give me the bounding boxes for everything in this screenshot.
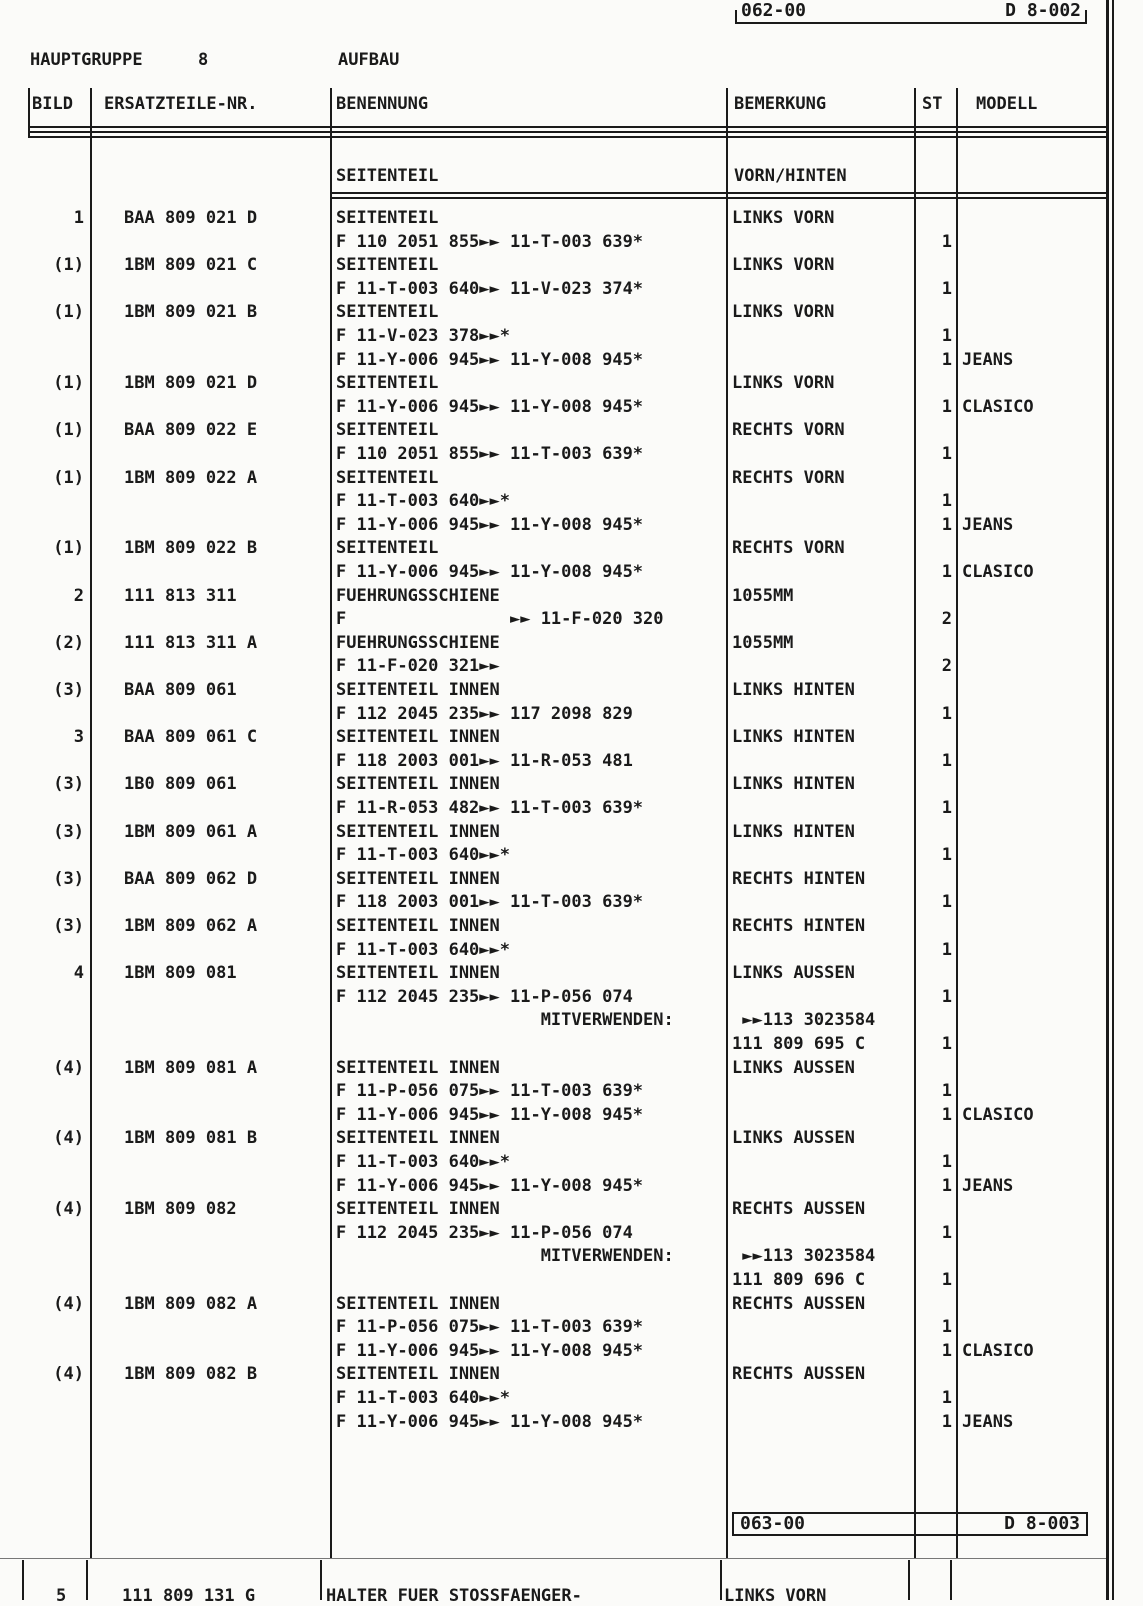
row-remark: ►►113 3023584 — [732, 1010, 876, 1030]
row-bild: 3 — [73, 727, 84, 747]
row-qty: 1 — [941, 515, 952, 535]
row-name: F 11-T-003 640►►* — [336, 491, 510, 511]
row-part-number: 1BM 809 082 — [124, 1199, 237, 1219]
row-bild: (4) — [53, 1058, 84, 1078]
header-qty: ST — [922, 94, 943, 114]
row-bild: 1 — [73, 208, 84, 228]
row-part-number: 1BM 809 081 B — [124, 1128, 258, 1148]
row-remark: RECHTS AUSSEN — [732, 1364, 866, 1384]
row-name: F 110 2051 855►► 11-T-003 639* — [336, 232, 644, 252]
header-remark: BEMERKUNG — [734, 94, 827, 114]
row-qty: 1 — [941, 1412, 952, 1432]
row-model: JEANS — [962, 515, 1014, 535]
row-remark: LINKS VORN — [732, 255, 835, 275]
row-name: F 11-Y-006 945►► 11-Y-008 945* — [336, 1176, 644, 1196]
row-qty: 1 — [941, 1152, 952, 1172]
row-remark: 1055MM — [732, 633, 794, 653]
row-name: SEITENTEIL — [336, 255, 439, 275]
row-qty: 2 — [941, 609, 952, 629]
row-part-number: BAA 809 062 D — [124, 869, 258, 889]
row-remark: LINKS AUSSEN — [732, 1128, 855, 1148]
row-remark: RECHTS HINTEN — [732, 869, 866, 889]
next-name-line1: HALTER FUER STOSSFAENGER- — [326, 1586, 582, 1606]
row-bild: (1) — [53, 373, 84, 393]
page-ref-bottom-right: D 8-003 — [1004, 1513, 1080, 1534]
row-name: F ►► 11-F-020 320 — [336, 609, 664, 629]
row-name: SEITENTEIL — [336, 468, 439, 488]
row-remark: ►►113 3023584 — [732, 1246, 876, 1266]
row-qty: 1 — [941, 987, 952, 1007]
row-qty: 1 — [941, 704, 952, 724]
row-model: CLASICO — [962, 1341, 1034, 1361]
row-model: CLASICO — [962, 1105, 1034, 1125]
row-part-number: 1BM 809 022 A — [124, 468, 258, 488]
row-part-number: 1BM 809 061 A — [124, 822, 258, 842]
row-name: FUEHRUNGSSCHIENE — [336, 586, 500, 606]
row-name: SEITENTEIL INNEN — [336, 1058, 500, 1078]
row-qty: 1 — [941, 562, 952, 582]
row-remark: LINKS HINTEN — [732, 680, 855, 700]
group-label: HAUPTGRUPPE — [30, 50, 143, 70]
row-part-number: 1BM 809 081 — [124, 963, 237, 983]
row-name: F 112 2045 235►► 117 2098 829 — [336, 704, 633, 724]
row-part-number: 1BM 809 021 D — [124, 373, 258, 393]
group-number: 8 — [198, 50, 209, 70]
row-name: MITVERWENDEN: — [336, 1246, 674, 1266]
row-name: SEITENTEIL INNEN — [336, 680, 500, 700]
row-qty: 1 — [941, 940, 952, 960]
row-name: F 11-P-056 075►► 11-T-003 639* — [336, 1317, 644, 1337]
row-name: SEITENTEIL — [336, 373, 439, 393]
row-remark: LINKS VORN — [732, 373, 835, 393]
row-bild: (4) — [53, 1128, 84, 1148]
row-qty: 1 — [941, 1176, 952, 1196]
row-name: F 112 2045 235►► 11-P-056 074 — [336, 1223, 633, 1243]
row-qty: 1 — [941, 350, 952, 370]
section-name: SEITENTEIL — [336, 166, 439, 186]
row-part-number: BAA 809 061 — [124, 680, 237, 700]
page-ref-bottom-left: 063-00 — [740, 1513, 806, 1534]
row-name: F 11-Y-006 945►► 11-Y-008 945* — [336, 1105, 644, 1125]
row-bild: 2 — [73, 586, 84, 606]
row-part-number: BAA 809 061 C — [124, 727, 258, 747]
row-bild: (4) — [53, 1364, 84, 1384]
row-name: F 11-V-023 378►►* — [336, 326, 510, 346]
row-name: SEITENTEIL — [336, 420, 439, 440]
row-qty: 1 — [941, 326, 952, 346]
row-remark: 111 809 696 C — [732, 1270, 866, 1290]
row-qty: 1 — [941, 1223, 952, 1243]
page-ref-right: D 8-002 — [1005, 0, 1081, 21]
row-name: SEITENTEIL — [336, 538, 439, 558]
next-rule-part — [320, 1560, 322, 1600]
row-bild: (4) — [53, 1199, 84, 1219]
row-remark: LINKS HINTEN — [732, 774, 855, 794]
row-remark: RECHTS AUSSEN — [732, 1294, 866, 1314]
row-model: CLASICO — [962, 562, 1034, 582]
row-name: SEITENTEIL INNEN — [336, 774, 500, 794]
row-name: F 118 2003 001►► 11-R-053 481 — [336, 751, 633, 771]
row-part-number: 1BM 809 062 A — [124, 916, 258, 936]
row-part-number: 1B0 809 061 — [124, 774, 237, 794]
row-name: F 11-F-020 321►► — [336, 656, 500, 676]
next-rule-remark — [908, 1560, 910, 1600]
row-model: JEANS — [962, 1176, 1014, 1196]
row-name: F 11-Y-006 945►► 11-Y-008 945* — [336, 350, 644, 370]
row-qty: 1 — [941, 1317, 952, 1337]
row-qty: 1 — [941, 1105, 952, 1125]
row-name: F 112 2045 235►► 11-P-056 074 — [336, 987, 633, 1007]
row-bild: (1) — [53, 420, 84, 440]
next-part: 111 809 131 G — [122, 1586, 256, 1606]
row-remark: 1055MM — [732, 586, 794, 606]
row-name: F 11-T-003 640►►* — [336, 1152, 510, 1172]
row-qty: 1 — [941, 232, 952, 252]
next-rule-left — [22, 1560, 24, 1600]
row-name: FUEHRUNGSSCHIENE — [336, 633, 500, 653]
row-remark: LINKS VORN — [732, 208, 835, 228]
row-remark: RECHTS VORN — [732, 468, 845, 488]
row-qty: 1 — [941, 798, 952, 818]
row-bild: (3) — [53, 869, 84, 889]
row-name: F 11-T-003 640►►* — [336, 940, 510, 960]
header-name: BENENNUNG — [336, 94, 429, 114]
page-reference-bottom — [732, 1512, 1088, 1536]
header-part-no: ERSATZTEILE-NR. — [104, 94, 258, 114]
row-remark: LINKS AUSSEN — [732, 1058, 855, 1078]
next-rule-bild — [86, 1560, 88, 1600]
row-name: SEITENTEIL INNEN — [336, 869, 500, 889]
row-part-number: 1BM 809 021 B — [124, 302, 258, 322]
page-ref-left: 062-00 — [741, 0, 807, 21]
row-part-number: 111 813 311 A — [124, 633, 258, 653]
row-name: F 110 2051 855►► 11-T-003 639* — [336, 444, 644, 464]
row-name: F 11-Y-006 945►► 11-Y-008 945* — [336, 562, 644, 582]
row-remark: LINKS VORN — [732, 302, 835, 322]
page-divider — [0, 1558, 1106, 1559]
row-name: F 11-Y-006 945►► 11-Y-008 945* — [336, 515, 644, 535]
row-name: SEITENTEIL INNEN — [336, 822, 500, 842]
row-qty: 1 — [941, 845, 952, 865]
section-remark: VORN/HINTEN — [734, 166, 847, 186]
row-name: SEITENTEIL INNEN — [336, 1364, 500, 1384]
row-bild: (4) — [53, 1294, 84, 1314]
row-qty: 1 — [941, 751, 952, 771]
next-rule-qty — [950, 1560, 952, 1600]
group-name: AUFBAU — [338, 50, 400, 70]
row-qty: 1 — [941, 1388, 952, 1408]
header-model: MODELL — [976, 94, 1038, 114]
row-model: JEANS — [962, 350, 1014, 370]
row-model: CLASICO — [962, 397, 1034, 417]
next-rule-name — [720, 1560, 722, 1600]
row-bild: (1) — [53, 538, 84, 558]
row-bild: (2) — [53, 633, 84, 653]
row-remark: LINKS HINTEN — [732, 822, 855, 842]
row-remark: 111 809 695 C — [732, 1034, 866, 1054]
row-remark: LINKS AUSSEN — [732, 963, 855, 983]
row-name: SEITENTEIL INNEN — [336, 963, 500, 983]
row-remark: LINKS HINTEN — [732, 727, 855, 747]
row-part-number: 1BM 809 022 B — [124, 538, 258, 558]
row-name: F 11-T-003 640►►* — [336, 845, 510, 865]
row-remark: RECHTS HINTEN — [732, 916, 866, 936]
next-bild: 5 — [56, 1586, 67, 1606]
row-name: F 11-T-003 640►►* — [336, 1388, 510, 1408]
next-remark: LINKS VORN — [724, 1586, 827, 1606]
row-remark: RECHTS VORN — [732, 420, 845, 440]
row-name: F 11-Y-006 945►► 11-Y-008 945* — [336, 1412, 644, 1432]
row-remark: RECHTS AUSSEN — [732, 1199, 866, 1219]
row-part-number: 1BM 809 082 B — [124, 1364, 258, 1384]
row-bild: (3) — [53, 774, 84, 794]
row-part-number: 111 813 311 — [124, 586, 237, 606]
row-name: SEITENTEIL — [336, 208, 439, 228]
row-bild: 4 — [73, 963, 84, 983]
row-name: F 11-R-053 482►► 11-T-003 639* — [336, 798, 644, 818]
row-qty: 1 — [941, 279, 952, 299]
row-name: F 11-Y-006 945►► 11-Y-008 945* — [336, 1341, 644, 1361]
row-name: SEITENTEIL INNEN — [336, 916, 500, 936]
row-name: MITVERWENDEN: — [336, 1010, 674, 1030]
header-bild: BILD — [32, 94, 73, 114]
row-name: F 11-T-003 640►► 11-V-023 374* — [336, 279, 644, 299]
row-qty: 1 — [941, 397, 952, 417]
row-qty: 2 — [941, 656, 952, 676]
row-name: SEITENTEIL — [336, 302, 439, 322]
row-qty: 1 — [941, 444, 952, 464]
row-part-number: 1BM 809 081 A — [124, 1058, 258, 1078]
row-bild: (1) — [53, 468, 84, 488]
row-qty: 1 — [941, 1270, 952, 1290]
row-name: SEITENTEIL INNEN — [336, 727, 500, 747]
row-part-number: 1BM 809 021 C — [124, 255, 258, 275]
row-name: SEITENTEIL INNEN — [336, 1199, 500, 1219]
row-qty: 1 — [941, 1034, 952, 1054]
row-name: F 11-Y-006 945►► 11-Y-008 945* — [336, 397, 644, 417]
row-remark: RECHTS VORN — [732, 538, 845, 558]
row-name: SEITENTEIL INNEN — [336, 1128, 500, 1148]
row-bild: (1) — [53, 255, 84, 275]
row-part-number: BAA 809 021 D — [124, 208, 258, 228]
row-name: SEITENTEIL INNEN — [336, 1294, 500, 1314]
row-model: JEANS — [962, 1412, 1014, 1432]
row-qty: 1 — [941, 892, 952, 912]
row-part-number: 1BM 809 082 A — [124, 1294, 258, 1314]
row-bild: (3) — [53, 916, 84, 936]
row-qty: 1 — [941, 1081, 952, 1101]
row-part-number: BAA 809 022 E — [124, 420, 258, 440]
row-name: F 11-P-056 075►► 11-T-003 639* — [336, 1081, 644, 1101]
row-bild: (3) — [53, 822, 84, 842]
row-name: F 118 2003 001►► 11-T-003 639* — [336, 892, 644, 912]
row-bild: (3) — [53, 680, 84, 700]
row-qty: 1 — [941, 491, 952, 511]
row-qty: 1 — [941, 1341, 952, 1361]
row-bild: (1) — [53, 302, 84, 322]
